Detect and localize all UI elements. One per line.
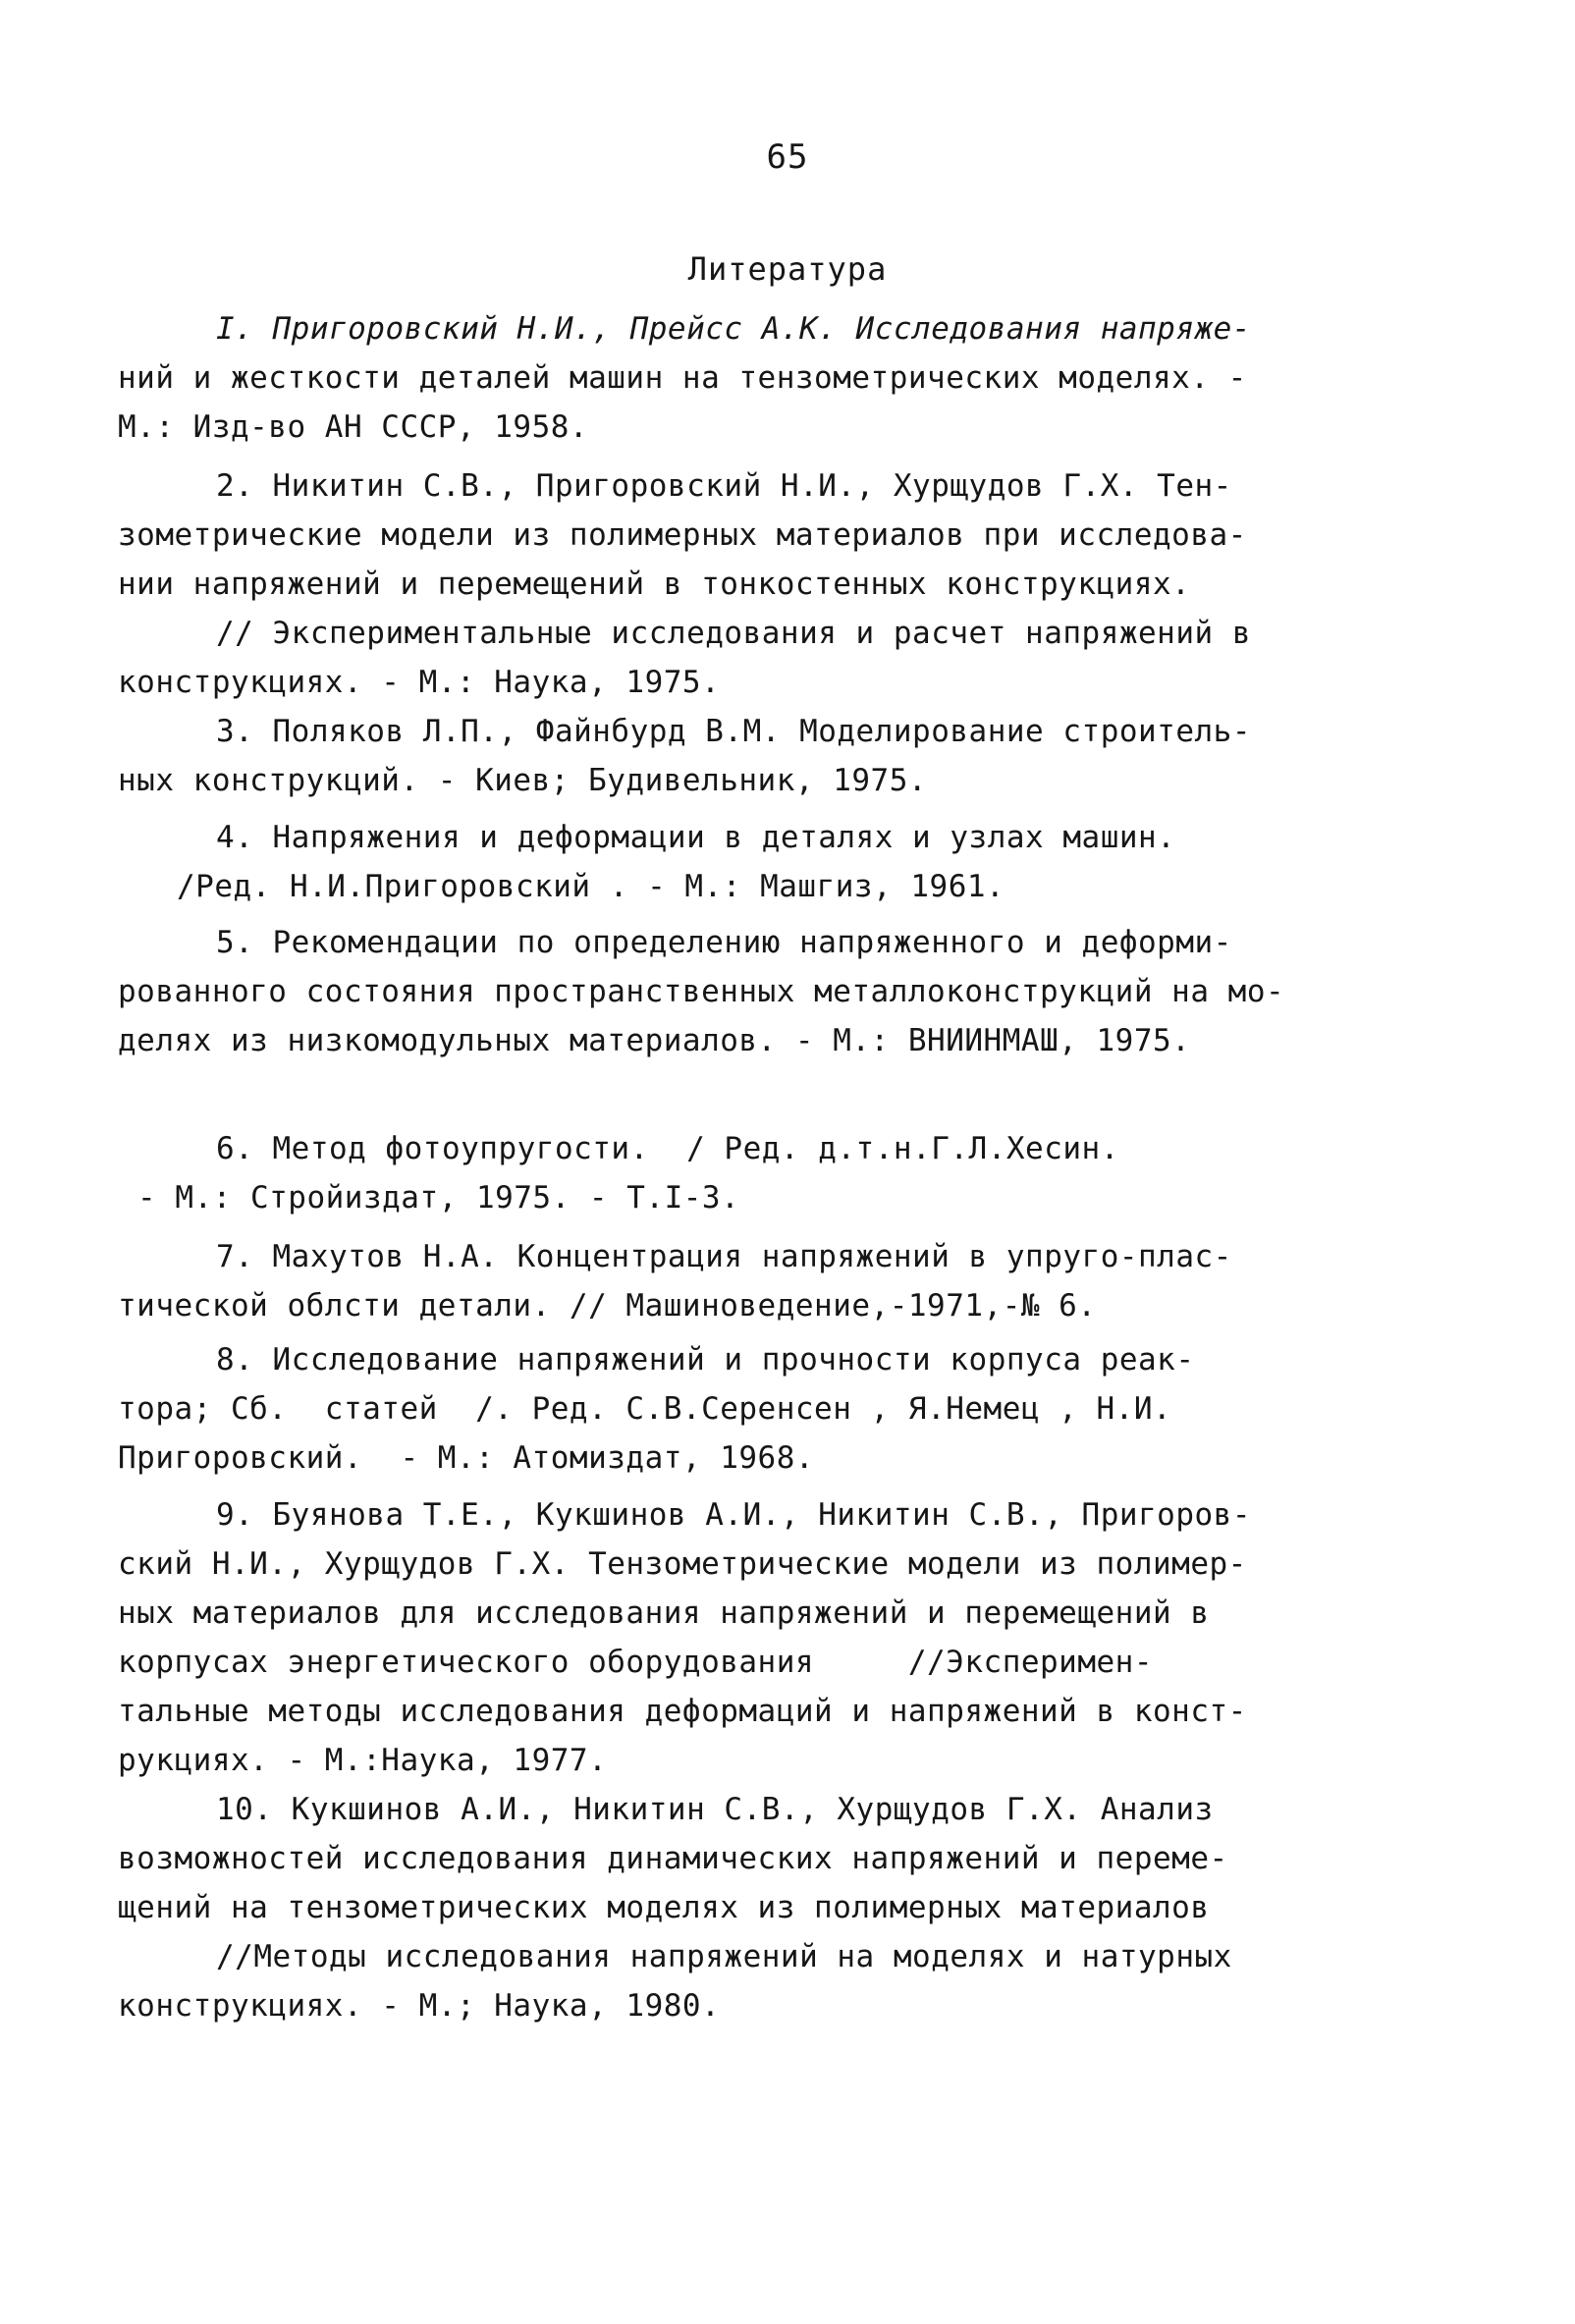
reference-line: конструкциях. - М.: Наука, 1975. [118,665,721,700]
reference-line: 4. Напряжения и деформации в деталях и узлах машин. [216,820,1176,855]
reference-item-9 [118,1490,1257,1785]
reference-line: тической облсти детали. // Машиноведение,-1971,-№ 6. [118,1288,1097,1324]
reference-item-1 [118,304,1257,452]
reference-item-8 [118,1335,1257,1483]
reference-line: 9. Буянова Т.Е., Кукшинов А.И., Никитин С.В., Пригоров- [216,1497,1251,1533]
reference-line: тальные методы исследования деформаций и напряжений в конст- [118,1694,1247,1729]
reference-line: конструкциях. - М.; Наука, 1980. [118,1988,721,2024]
reference-item-10 [118,1785,1257,2030]
reference-line: ных конструкций. - Киев; Будивельник, 1975. [118,763,928,798]
reference-line: - М.: Стройиздат, 1975. - Т.I-3. [137,1180,740,1216]
reference-line: зометрические модели из полимерных материалов при исследова- [118,517,1247,553]
reference-line: ский Н.И., Хурщудов Г.Х. Тензометрические модели из полимер- [118,1546,1247,1582]
reference-line: нии напряжений и перемещений в тонкостенных конструкциях. [118,567,1191,602]
reference-line: тора; Сб. статей /. Ред. С.В.Серенсен , Я.Немец , Н.И. [118,1391,1172,1427]
reference-line: 5. Рекомендации по определению напряженного и деформи- [216,925,1232,960]
reference-line: 10. Кукшинов А.И., Никитин С.В., Хурщудов Г.Х. Анализ [216,1792,1214,1827]
reference-line: рованного состояния пространственных металлоконструкций на мо- [118,974,1285,1009]
reference-item-4 [118,813,1257,911]
reference-line: //Методы исследования напряжений на моделях и натурных [216,1939,1232,1974]
page-title: Литература [687,250,888,288]
reference-item-2 [118,461,1257,707]
reference-line: 8. Исследование напряжений и прочности корпуса реак- [216,1342,1195,1378]
reference-line: делях из низкомодульных материалов. - М.: ВНИИНМАШ, 1975. [118,1023,1191,1058]
reference-line: рукциях. - М.:Наука, 1977. [118,1743,608,1778]
reference-line: корпусах энергетического оборудования //Эксперимен- [118,1645,1153,1680]
reference-item-7 [118,1232,1257,1330]
reference-line: ных материалов для исследования напряжений и перемещений в [118,1595,1210,1631]
reference-line: щений на тензометрических моделях из полимерных материалов [118,1890,1210,1925]
reference-line: 2. Никитин С.В., Пригоровский Н.И., Хурщудов Г.Х. Тен- [216,468,1232,504]
reference-line: 3. Поляков Л.П., Файнбурд В.М. Моделирование строитель- [216,714,1251,749]
reference-item-5 [118,918,1285,1065]
page-number: 65 [766,137,809,177]
reference-line: I. Пригоровский Н.И., Прейсс А.К. Исследования напряже- [216,311,1251,347]
reference-line: ний и жесткости деталей машин на тензометрических моделях. - [118,360,1247,396]
reference-line: Пригоровский. - М.: Атомиздат, 1968. [118,1440,815,1476]
reference-item-3 [118,707,1257,805]
reference-item-6 [118,1124,1257,1222]
reference-line: // Экспериментальные исследования и расчет напряжений в [216,616,1251,651]
reference-line: возможностей исследования динамических напряжений и переме- [118,1841,1228,1876]
reference-line: 6. Метод фотоупругости. / Ред. д.т.н.Г.Л.Хесин. [216,1131,1119,1166]
reference-line: М.: Изд-во АН СССР, 1958. [118,409,589,445]
reference-line: /Ред. Н.И.Пригоровский . - М.: Машгиз, 1961. [177,869,1005,904]
reference-line: 7. Махутов Н.А. Концентрация напряжений в упруго-плас- [216,1239,1232,1274]
